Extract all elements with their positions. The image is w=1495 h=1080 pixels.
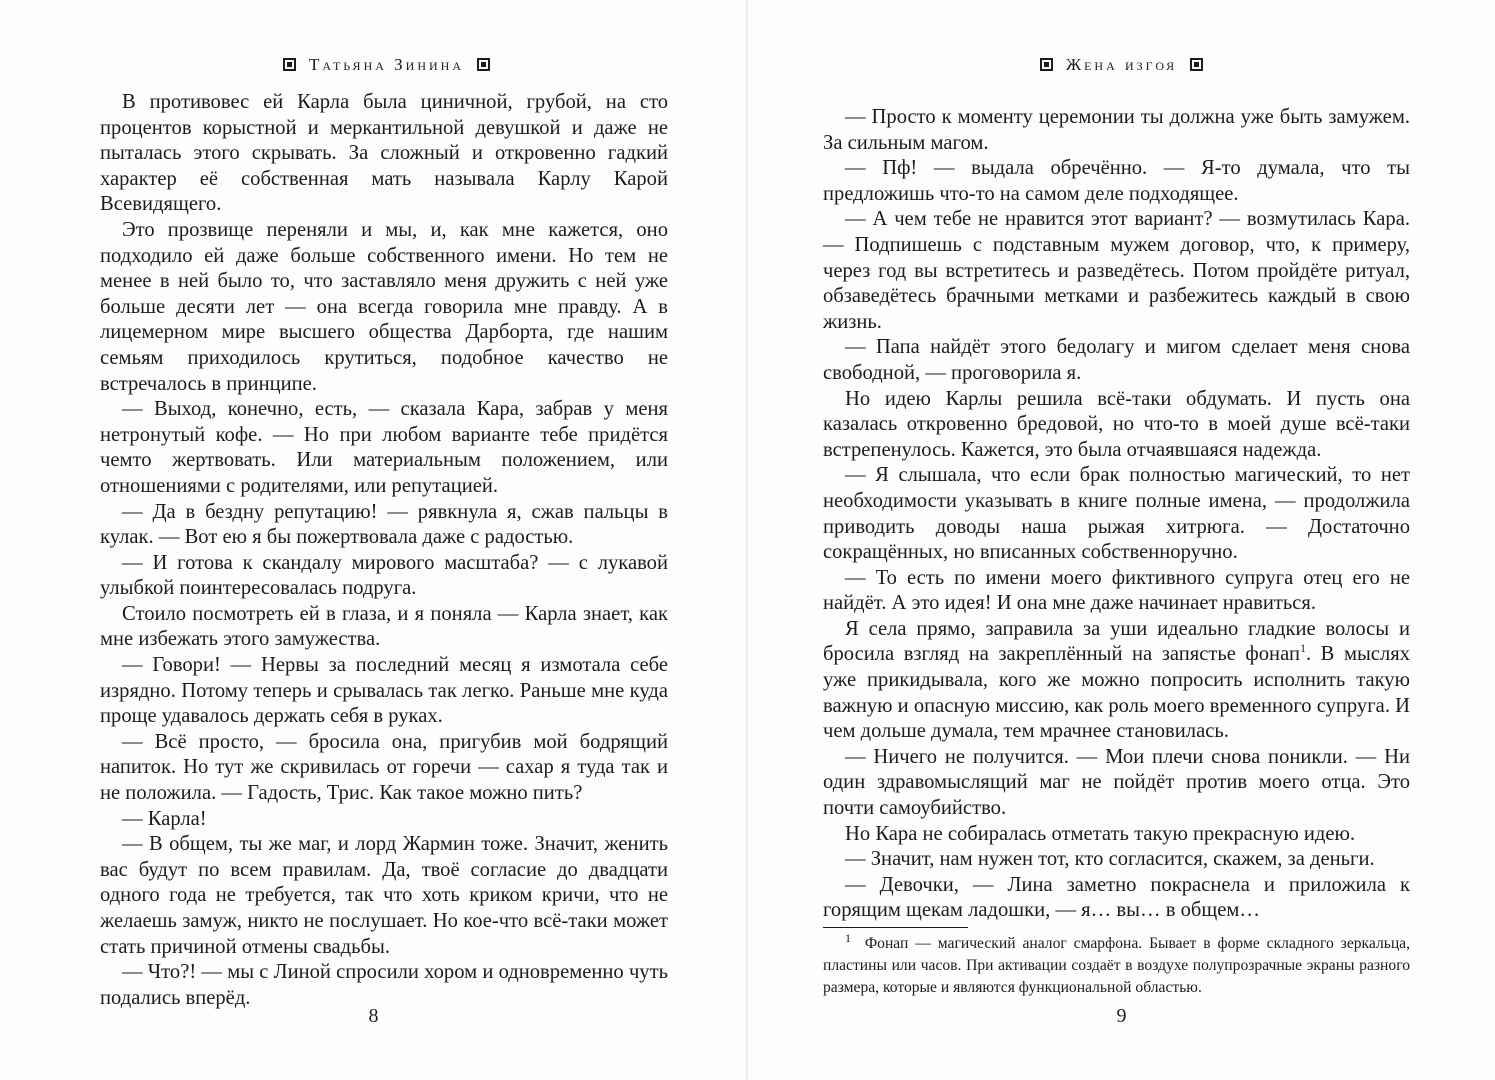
ornament-icon	[283, 58, 296, 71]
paragraph: — Значит, нам нужен тот, кто согласится, скажем, за деньги.	[845, 848, 1375, 871]
paragraph: — Папа найдёт этого бедолагу и мигом сделает меня снова свободной, — проговорила я.	[823, 336, 1410, 384]
paragraph: — В общем, ты же маг, и лорд Жармин тоже. Значит, женить вас будут по всем правилам. Да, твоё согласие до двадцати одного года не требуется, так что хоть криком кричи, что не желаешь замуж, никто не послушает. Но кое-что всё-таки может стать причиной отмены свадьбы.	[100, 833, 668, 958]
footnote-text: Фонап — магический аналог смарфона. Бывает в форме складного зеркальца, пластины или часов. При активации создаёт в воздухе полупрозрачные экраны разного размера, которые и являются функциональной областью.	[823, 935, 1411, 996]
paragraph: — Я слышала, что если брак полностью магический, то нет необходимости указывать в книге полные имена, — продолжила приводить доводы наша рыжая хитрюга. — Достаточно сокращённых, но вписанных собственноручно.	[823, 464, 1410, 564]
footnote-paragraph	[823, 930, 1411, 999]
paragraph: — Девочки, — Лина заметно покраснела и приложила к горящим щекам ладошки, — я… вы… в общем…	[823, 873, 1410, 922]
paragraph: Но идею Карлы решила всё-таки обдумать. И пусть она казалась откровенно бредовой, но что-то в моей душе всё-таки встрепенулось. Кажется, это была отчаявшаяся надежда.	[823, 387, 1410, 461]
paragraph: — Да в бездну репутацию! — рявкнула я, сжав пальцы в кулак. — Вот ею я бы пожертвовала даже с радостью.	[100, 500, 668, 549]
left-page	[0, 0, 747, 1080]
footnote-marker: 1	[845, 930, 851, 945]
paragraph: — Всё просто, — бросила она, пригубив мой бодрящий напиток. Но тут же скривилась от горечи — сахар я туда так и не положила. — Гадость, Трис. Как такое можно пить?	[100, 730, 668, 805]
paragraph: — И готова к скандалу мирового масштаба? — с лукавой улыбкой поинтересовалась подруга.	[100, 551, 668, 600]
paragraph: Это прозвище переняли и мы, и, как мне кажется, оно подходило ей даже больше собственного имени. Но тем не менее в ней было то, что заставляло меня дружить с ней уже больше десяти лет — она всегда говорила мне правду. А в лицемерном мире высшего общества Дарборта, где нашим семьям приходилось крутиться, подобное качество не встречалось в принципе.	[100, 218, 668, 395]
paragraph: Стоило посмотреть ей в глаза, и я поняла — Карла знает, как мне избежать этого замужества.	[100, 602, 668, 651]
paragraph: — Ничего не получится. — Мои плечи снова поникли. — Ни один здравомыслящий маг не пойдёт против моего отца. Это почти самоубийство.	[823, 745, 1410, 820]
right-page	[748, 0, 1495, 1080]
footnote-reference[interactable]: 1	[1299, 641, 1306, 656]
ornament-icon	[1190, 58, 1203, 71]
running-header-title	[748, 55, 1495, 75]
paragraph: — Просто к моменту церемонии ты должна уже быть замужем. За сильным магом.	[823, 106, 1410, 154]
ornament-icon	[1040, 58, 1053, 71]
left-page-text	[100, 90, 668, 1011]
page-number	[0, 1005, 747, 1028]
paragraph: — Что?! — мы с Линой спросили хором и одновременно чуть подались вперёд.	[100, 961, 668, 1009]
paragraph-with-footnote	[823, 617, 1410, 745]
paragraph: Но Кара не собиралась отметать такую прекрасную идею.	[845, 822, 1356, 845]
paragraph: — А чем тебе не нравится этот вариант? — возмутилась Кара. — Подпишешь с подставным мужем договор, что, к примеру, через год вы встретитесь и разведётесь. Потом пройдёте ритуал, обзаведётесь брачными метками и разбежитесь каждый в свою жизнь.	[823, 208, 1410, 333]
page-number-value: 8	[368, 1005, 379, 1027]
paragraph: — То есть по имени моего фиктивного супруга отец его не найдёт. А это идея! И она мне даже начинает нравиться.	[823, 566, 1410, 615]
paragraph: В противовес ей Карла была циничной, грубой, на сто процентов корыстной и меркантильной девушкой и даже не пыталась этого скрывать. За сложный и откровенно гадкий характер её собственная мать называла Карлу Карой Всевидящего.	[100, 91, 668, 216]
right-page-text	[823, 105, 1410, 924]
footnote	[823, 930, 1411, 999]
ornament-icon	[477, 58, 490, 71]
page-number	[748, 1005, 1495, 1028]
paragraph: — Карла!	[122, 807, 207, 830]
page-number-value: 9	[1116, 1005, 1127, 1027]
paragraph: — Пф! — выдала обречённо. — Я-то думала, что ты предложишь что-то на самом деле подходящее.	[823, 157, 1410, 205]
paragraph-end: . В мыслях уже прикидывала, кого же можно попросить исполнить такую важную и опасную миссию, как роль моего временного супруга. И чем дольше думала, тем мрачнее становилась.	[823, 643, 1410, 743]
paragraph: — Говори! — Нервы за последний месяц я измотала себе изрядно. Потому теперь и срывалась так легко. Раньше мне куда проще удавалось держать себя в руках.	[100, 654, 668, 728]
paragraph-start: Я села прямо, заправила за уши идеально гладкие волосы и бросила взгляд на закреплённый на запястье фонап	[823, 617, 1410, 666]
author-name: Татьяна Зинина	[308, 55, 464, 74]
book-title: Жена изгоя	[1065, 55, 1178, 74]
footnote-divider	[823, 927, 968, 928]
running-header-author	[0, 55, 747, 75]
paragraph: — Выход, конечно, есть, — сказала Кара, забрав у меня нетронутый кофе. — Но при любом варианте тебе придётся чемто жертвовать. Или материальным положением, или отношениями с родителями, или репутацией.	[100, 398, 668, 497]
